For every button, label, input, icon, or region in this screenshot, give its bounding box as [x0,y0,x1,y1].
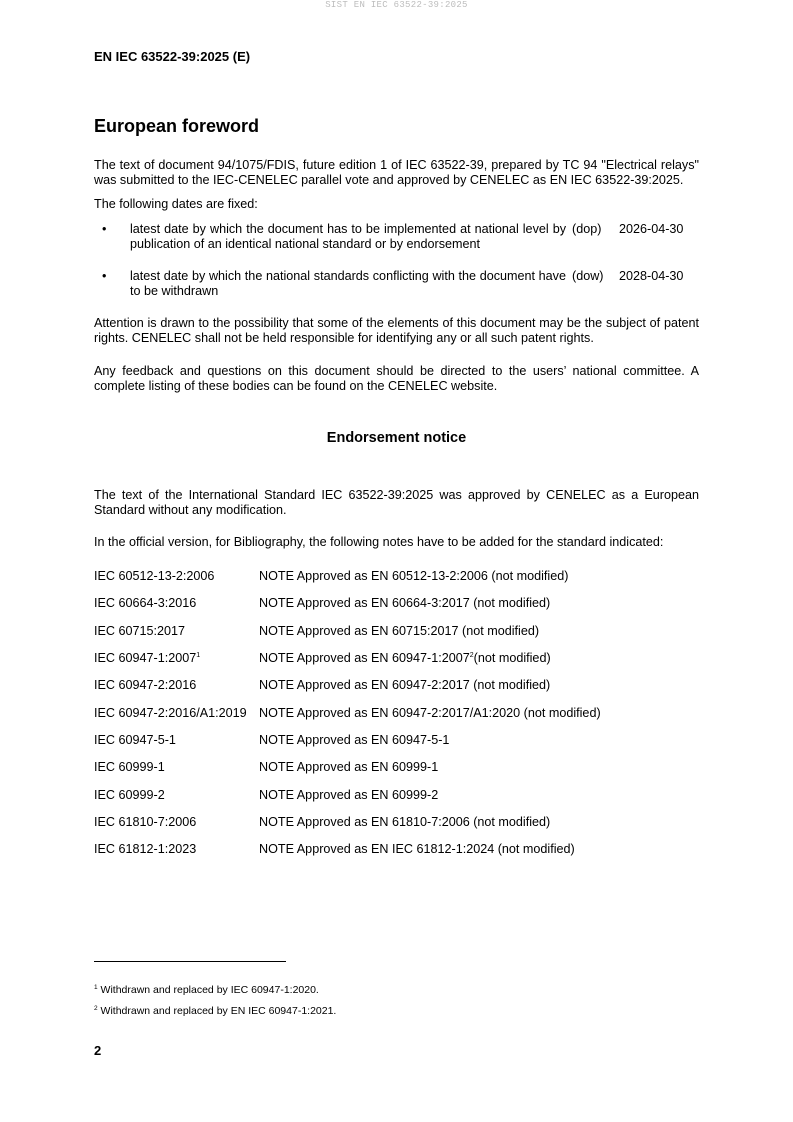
dates-list-item [94,269,699,299]
bibliography-row [94,590,699,617]
approval-note: NOTE Approved as EN 60999-2 [259,787,439,802]
approval-note: NOTE Approved as EN 60947-2:2017/A1:2020 (not modified) [259,705,601,720]
bullet-icon: • [102,222,107,236]
bibliography-row [94,672,699,699]
feedback-paragraph: Any feedback and questions on this document should be directed to the users’ national committee. A complete listing of these bodies can be found on the CENELEC website. [94,364,699,393]
attention-paragraph: Attention is drawn to the possibility that some of the elements of this document may be the subject of patent rights. CENELEC shall not be held responsible for identifying any or all such patent rights. [94,316,699,345]
dates-list [94,222,699,299]
bibliography-row [94,754,699,781]
standard-id: IEC 60947-2:2016/A1:2019 [94,705,247,720]
approval-note [259,651,551,666]
approval-note: NOTE Approved as EN 60715:2017 (not modified) [259,623,540,638]
official-version-text: In the official version, for Bibliography, the following notes have to be added for the standard indicated: [94,535,664,549]
bibliography-row [94,727,699,754]
endorsement-text: The text of the International Standard IEC 63522-39:2025 was approved by CENELEC as a European Standard without any modification. [94,488,699,517]
bibliography-row [94,836,699,863]
standard-id: IEC 60512-13-2:2006 [94,569,215,584]
standard-id: IEC 60947-5-1 [94,732,176,747]
footnote-text: Withdrawn and replaced by IEC 60947-1:2020. [100,984,319,996]
bullet-icon: • [102,269,107,283]
standard-reference [94,733,259,748]
standard-reference [94,569,259,584]
footnote-text: Withdrawn and replaced by EN IEC 60947-1:2021. [100,1005,337,1017]
watermark: SIST EN IEC 63522-39:2025 [325,0,468,10]
main-content [94,115,699,863]
approval-note: NOTE Approved as EN 60947-5-1 [259,732,450,747]
standard-reference [94,596,259,611]
standard-reference [94,815,259,830]
foreword-intro: The text of document 94/1075/FDIS, future edition 1 of IEC 63522-39, prepared by TC 94 "Electrical relays" was submitted to the IEC-CENELEC parallel vote and approved by CENELEC as EN IEC 63522-39:2025. [94,158,699,187]
standard-reference [94,842,259,857]
standard-id: IEC 60947-2:2016 [94,678,197,693]
footnotes [94,984,336,1026]
standard-reference [94,651,259,666]
bibliography-row [94,563,699,590]
standard-reference [94,678,259,693]
standard-id: IEC 60715:2017 [94,623,186,638]
approval-note: NOTE Approved as EN 60999-1 [259,760,439,775]
page-number: 2 [94,1043,102,1058]
dates-intro: The following dates are fixed: [94,197,258,211]
bibliography-row [94,809,699,836]
bibliography-row [94,618,699,645]
bibliography-row [94,645,699,672]
footnote-number: 2 [94,1005,98,1012]
standard-id: IEC 60664-3:2016 [94,596,197,611]
footnote [94,1005,336,1018]
footnote-ref: 2 [469,652,474,660]
bibliography-row [94,781,699,808]
standard-reference [94,760,259,775]
date-code: (dow) [572,269,604,283]
approval-note-main: NOTE Approved as EN 60947-1:2007 [259,651,470,666]
footnote-number: 1 [94,984,98,991]
footnote [94,984,336,997]
approval-note: NOTE Approved as EN 60947-2:2017 (not modified) [259,678,551,693]
bibliography-table [94,563,699,863]
approval-note: NOTE Approved as EN IEC 61812-1:2024 (not modified) [259,842,575,857]
dates-list-item [94,222,699,252]
standard-id: IEC 61810-7:2006 [94,814,197,829]
date-code: (dop) [572,222,602,236]
standard-reference [94,788,259,803]
footnote-ref: 1 [196,652,201,660]
foreword-title: European foreword [94,116,260,136]
approval-note: NOTE Approved as EN 61810-7:2006 (not modified) [259,814,551,829]
approval-note: NOTE Approved as EN 60512-13-2:2006 (not modified) [259,569,569,584]
date-value: 2026-04-30 [619,222,684,236]
date-value: 2028-04-30 [619,269,684,283]
date-description: latest date by which the national standards conflicting with the document have to be withdrawn [130,269,566,298]
document-header: EN IEC 63522-39:2025 (E) [94,49,251,64]
standard-id: IEC 60999-1 [94,760,165,775]
standard-reference [94,624,259,639]
date-description: latest date by which the document has to be implemented at national level by publication of an identical national standard or by endorsement [130,222,566,251]
standard-id: IEC 60947-1:2007 [94,651,197,666]
standard-id: IEC 60999-2 [94,787,165,802]
bibliography-row [94,699,699,726]
approval-note-tail: (not modified) [473,651,551,666]
approval-note: NOTE Approved as EN 60664-3:2017 (not modified) [259,596,551,611]
standard-id: IEC 61812-1:2023 [94,842,197,857]
standard-reference [94,706,259,721]
footnote-separator [94,961,286,962]
endorsement-title: Endorsement notice [326,430,467,446]
